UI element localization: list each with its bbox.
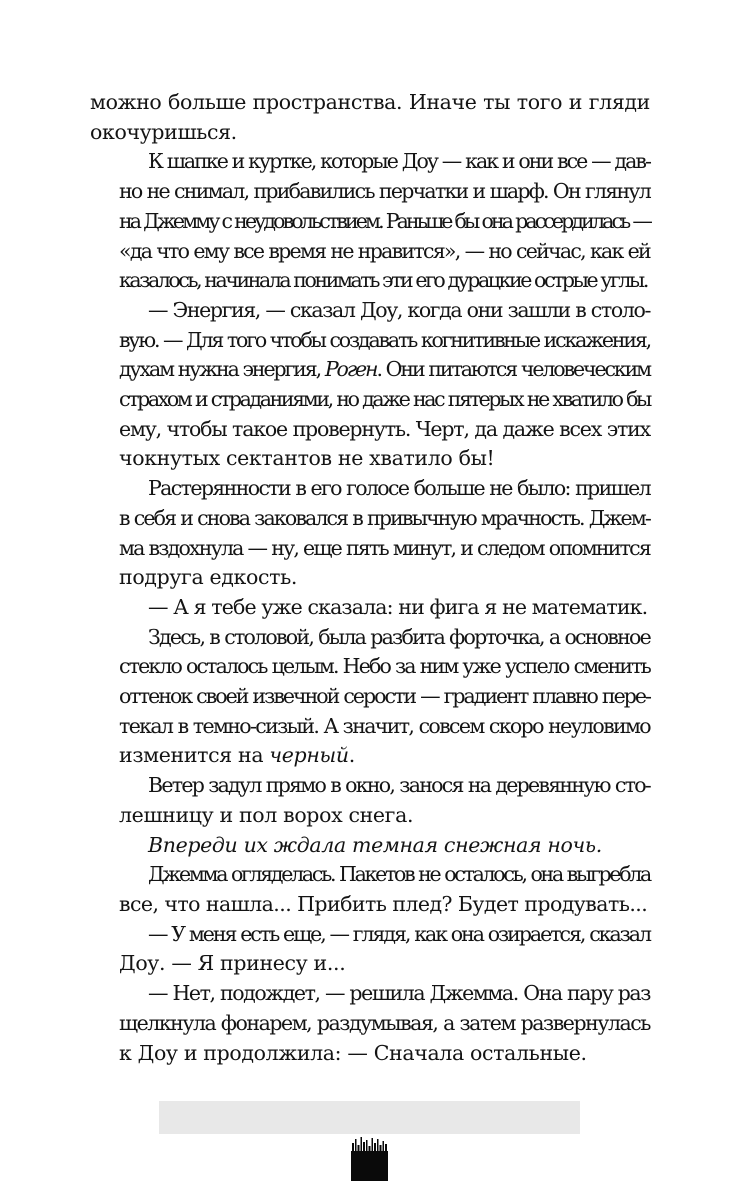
text-run: изменится на [119, 743, 270, 768]
text-line: Ветер задул прямо в окно, занося на деревянную сто- [148, 773, 650, 798]
text-line: окочуришься. [90, 119, 237, 144]
paragraph-p1 [90, 88, 650, 147]
paragraph-p7 [90, 771, 650, 830]
book-page-body [90, 88, 650, 1068]
tree-silhouette-icon [351, 1137, 388, 1181]
text-line: щелкнула фонарем, раздумывая, а затем развернулась [119, 1010, 650, 1035]
page-footer-bar [159, 1101, 580, 1134]
paragraph-p10 [90, 920, 650, 979]
text-line: можно больше пространства. Иначе ты того и гляди [90, 90, 650, 114]
text-line: К шапке и куртке, которые Доу — как и они все — дав- [148, 149, 650, 174]
text-line: Здесь, в столовой, была разбита форточка, а основное [148, 624, 650, 649]
paragraph-p9 [90, 860, 650, 919]
text-line: на Джемму с неудовольствием. Раньше бы она рассердилась — [119, 208, 650, 233]
text-line: в себя и снова заковался в привычную мрачность. Джем- [119, 505, 650, 530]
paragraph-p6 [90, 623, 650, 772]
text-line: — Энергия, — сказал Доу, когда они зашли в столо- [148, 297, 650, 322]
text-line: подруга едкость. [119, 565, 298, 590]
text-line: все, что нашла... Прибить плед? Будет продувать... [119, 891, 648, 916]
text-line: к Доу и продолжила: — Сначала остальные. [119, 1040, 587, 1065]
text-run: духам нужна энергия, [119, 357, 325, 382]
text-line: стекло осталось целым. Небо за ним уже успело сменить [119, 654, 650, 679]
text-line: страхом и страданиями, но даже нас пятерых не хватило бы [119, 387, 650, 412]
paragraph-p2 [90, 147, 650, 296]
paragraph-p4 [90, 474, 650, 593]
text-line: — Нет, подождет, — решила Джемма. Она пару раз [148, 981, 650, 1006]
text-line: Растерянности в его голосе больше не было: пришел [148, 476, 650, 501]
text-line: чокнутых сектантов не хватило бы! [119, 446, 495, 471]
text-line [90, 355, 650, 385]
text-line: Впереди их ждала темная снежная ночь. [148, 832, 602, 857]
text-line: ма вздохнула — ну, еще пять минут, и следом опомнится [119, 535, 650, 560]
text-line: текал в темно-сизый. А значит, совсем скоро неуловимо [119, 713, 650, 738]
paragraph-p8 [90, 831, 650, 861]
italic-text-run: черный [269, 743, 349, 768]
paragraph-p3 [90, 296, 650, 474]
text-run: . Они питаются человеческим [376, 357, 650, 382]
text-line: вую. — Для того чтобы создавать когнитивные искажения, [119, 327, 650, 352]
text-line: — У меня есть еще, — глядя, как она озирается, сказал [148, 921, 650, 946]
text-line: оттенок своей извечной серости — градиент плавно пере- [119, 684, 650, 709]
paragraph-p5 [90, 593, 650, 623]
text-line: лешницу и пол ворох снега. [119, 802, 414, 827]
text-line: казалось, начинала понимать эти его дурацкие острые углы. [119, 268, 647, 293]
text-line: Доу. — Я принесу и... [119, 951, 346, 976]
paragraph-p11 [90, 979, 650, 1068]
italic-text-run: Роген [324, 357, 377, 382]
text-line: — А я тебе уже сказала: ни фига я не математик. [148, 594, 648, 619]
text-run: . [348, 743, 355, 768]
text-line: но не снимал, прибавились перчатки и шарф. Он глянул [119, 179, 650, 204]
text-line: «да что ему все время не нравится», — но сейчас, как ей [119, 238, 650, 263]
text-line [90, 741, 650, 771]
text-line: ему, чтобы такое провернуть. Черт, да даже всех этих [119, 416, 650, 441]
text-line: Джемма огляделась. Пакетов не осталось, она выгребла [148, 862, 650, 887]
